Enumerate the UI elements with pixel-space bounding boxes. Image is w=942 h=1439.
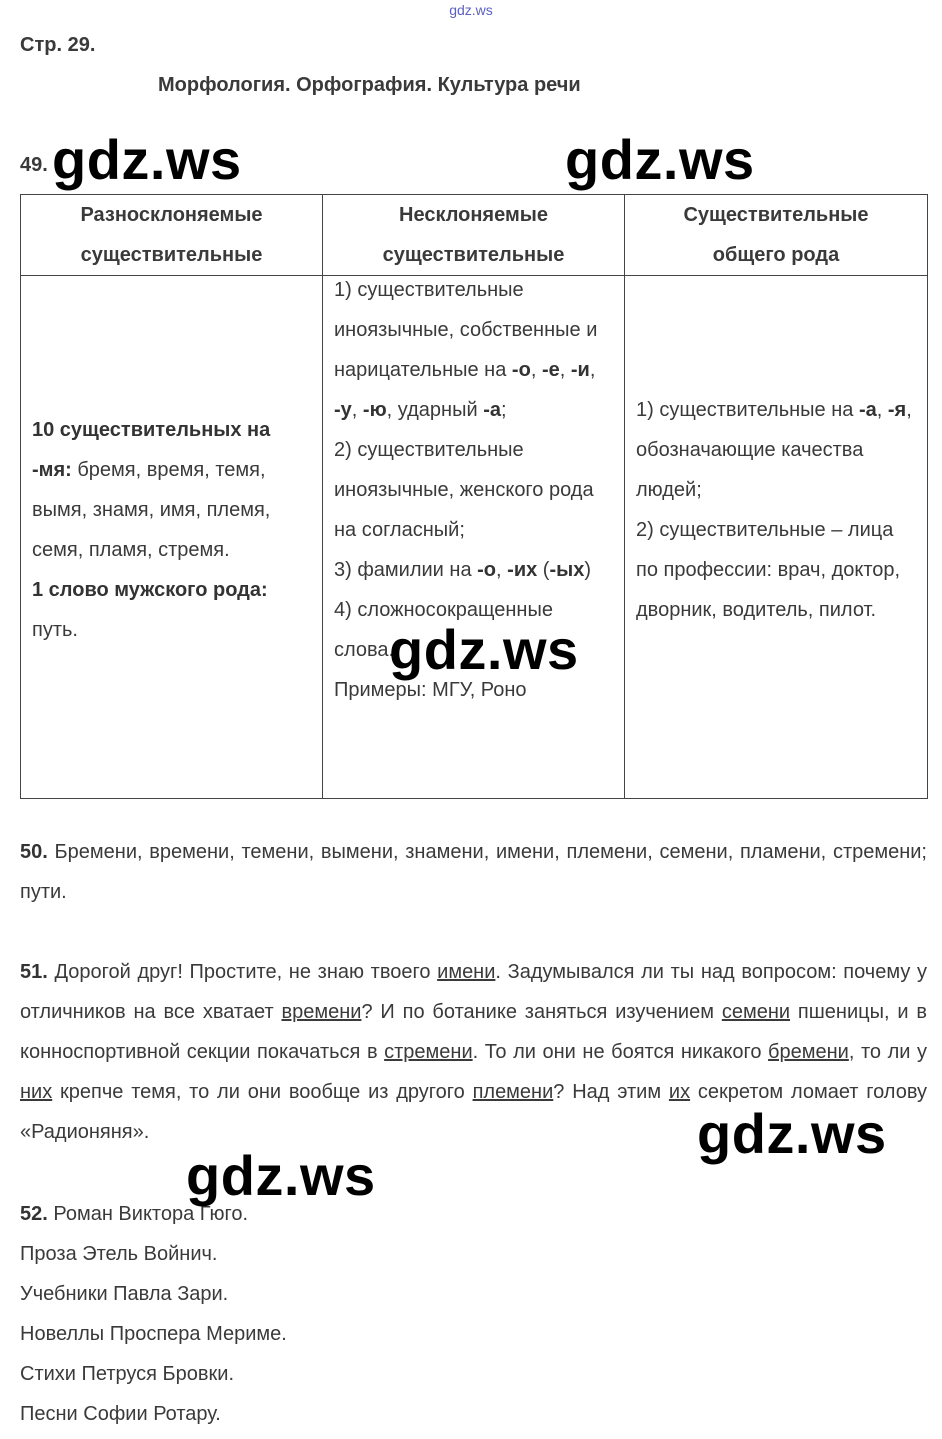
- list-item: Песни Софии Ротару.: [20, 1403, 221, 1425]
- underlined-word: стремени: [384, 1041, 473, 1063]
- watermark: gdz.ws: [52, 128, 242, 191]
- underlined-word: бремени: [768, 1041, 849, 1063]
- list-item: Стихи Петруся Бровки.: [20, 1363, 235, 1385]
- underlined-word: семени: [721, 1001, 791, 1023]
- underlined-word: имени: [437, 961, 496, 983]
- list-item: 52. Роман Виктора Гюго.: [20, 1203, 249, 1225]
- exercise-50: [20, 832, 927, 912]
- item-1: 1) существительные иноязычные, собственные и нарицательные на -о, -е, -и, -у, -ю, ударный -а;: [334, 279, 598, 421]
- exercise-50-text: Бремени, времени, темени, вымени, знамени, имени, племени, семени, пламени, стремени; пути.: [20, 841, 927, 903]
- cell-indeclinable: [323, 276, 625, 799]
- item-2: 2) существительные иноязычные, женского рода на согласный;: [334, 439, 594, 541]
- cell-declinable-variable: [21, 276, 323, 799]
- exercise-52-number: 52.: [20, 1203, 48, 1225]
- exercise-51-number: 51.: [20, 961, 48, 983]
- watermark: gdz.ws: [697, 1102, 887, 1165]
- bold-text: 1 слово мужского рода:: [32, 579, 268, 601]
- top-watermark: gdz.ws: [449, 2, 493, 18]
- item-3: 3) фамилии на -о, -их (-ых): [334, 559, 591, 581]
- watermark: gdz.ws: [389, 618, 579, 681]
- cell-common-gender: [625, 276, 928, 799]
- list-item: Учебники Павла Зари.: [20, 1283, 229, 1305]
- cell-text: путь.: [32, 619, 78, 641]
- watermark: gdz.ws: [565, 128, 755, 191]
- header-declinable-variable: [21, 195, 323, 276]
- underlined-word: племени: [472, 1081, 554, 1103]
- table-body-row: [21, 276, 928, 799]
- exercise-51: 51. Дорогой друг! Простите, не знаю твоего имени. Задумывался ли ты над вопросом: почему у отличников на все хватает времени? И по ботанике заняться изучением семени пшеницы, и в конноспортивной секции покачаться в стремени. То ли они не боятся никакого бремени, то ли у них крепче темя, то ли они вообще из другого племени? Над этим их секретом ломает голову «Радионяня».: [20, 961, 928, 1143]
- list-item: Проза Этель Войнич.: [20, 1243, 218, 1265]
- exercise-52: [20, 1194, 927, 1434]
- underlined-word: их: [668, 1081, 691, 1103]
- list-item: Новеллы Проспера Мериме.: [20, 1323, 287, 1345]
- cell-text: бремя, время, темя, вымя, знамя, имя, племя, семя, пламя, стремя.: [32, 459, 271, 561]
- header-line: существительные: [382, 244, 565, 266]
- header-line: Существительные: [683, 204, 869, 226]
- examples: Примеры: МГУ, Роно: [334, 679, 527, 701]
- exercise-49-number: 49.: [20, 154, 48, 176]
- header-common-gender: [625, 195, 928, 276]
- table-header-row: [21, 195, 928, 276]
- watermark: gdz.ws: [186, 1144, 376, 1207]
- page-label: Стр. 29.: [20, 34, 96, 56]
- exercise-50-number: 50.: [20, 841, 48, 863]
- exercise-49-table: [20, 194, 928, 799]
- bold-text: 10 существительных на -мя:: [32, 419, 271, 481]
- underlined-word: них: [20, 1081, 53, 1103]
- header-line: Разносклоняемые: [80, 204, 263, 226]
- section-title: Морфология. Орфография. Культура речи: [158, 74, 581, 96]
- header-line: существительные: [80, 244, 263, 266]
- item-2: 2) существительные – лица по профессии: врач, доктор, дворник, водитель, пилот.: [636, 519, 901, 621]
- item-1: 1) существительные на -а, -я, обозначающие качества людей;: [636, 399, 912, 501]
- header-indeclinable: [323, 195, 625, 276]
- header-line: общего рода: [712, 244, 840, 266]
- item-4: 4) сложносокращенные слова.: [334, 599, 553, 661]
- header-line: Несклоняемые: [399, 204, 548, 226]
- underlined-word: времени: [281, 1001, 362, 1023]
